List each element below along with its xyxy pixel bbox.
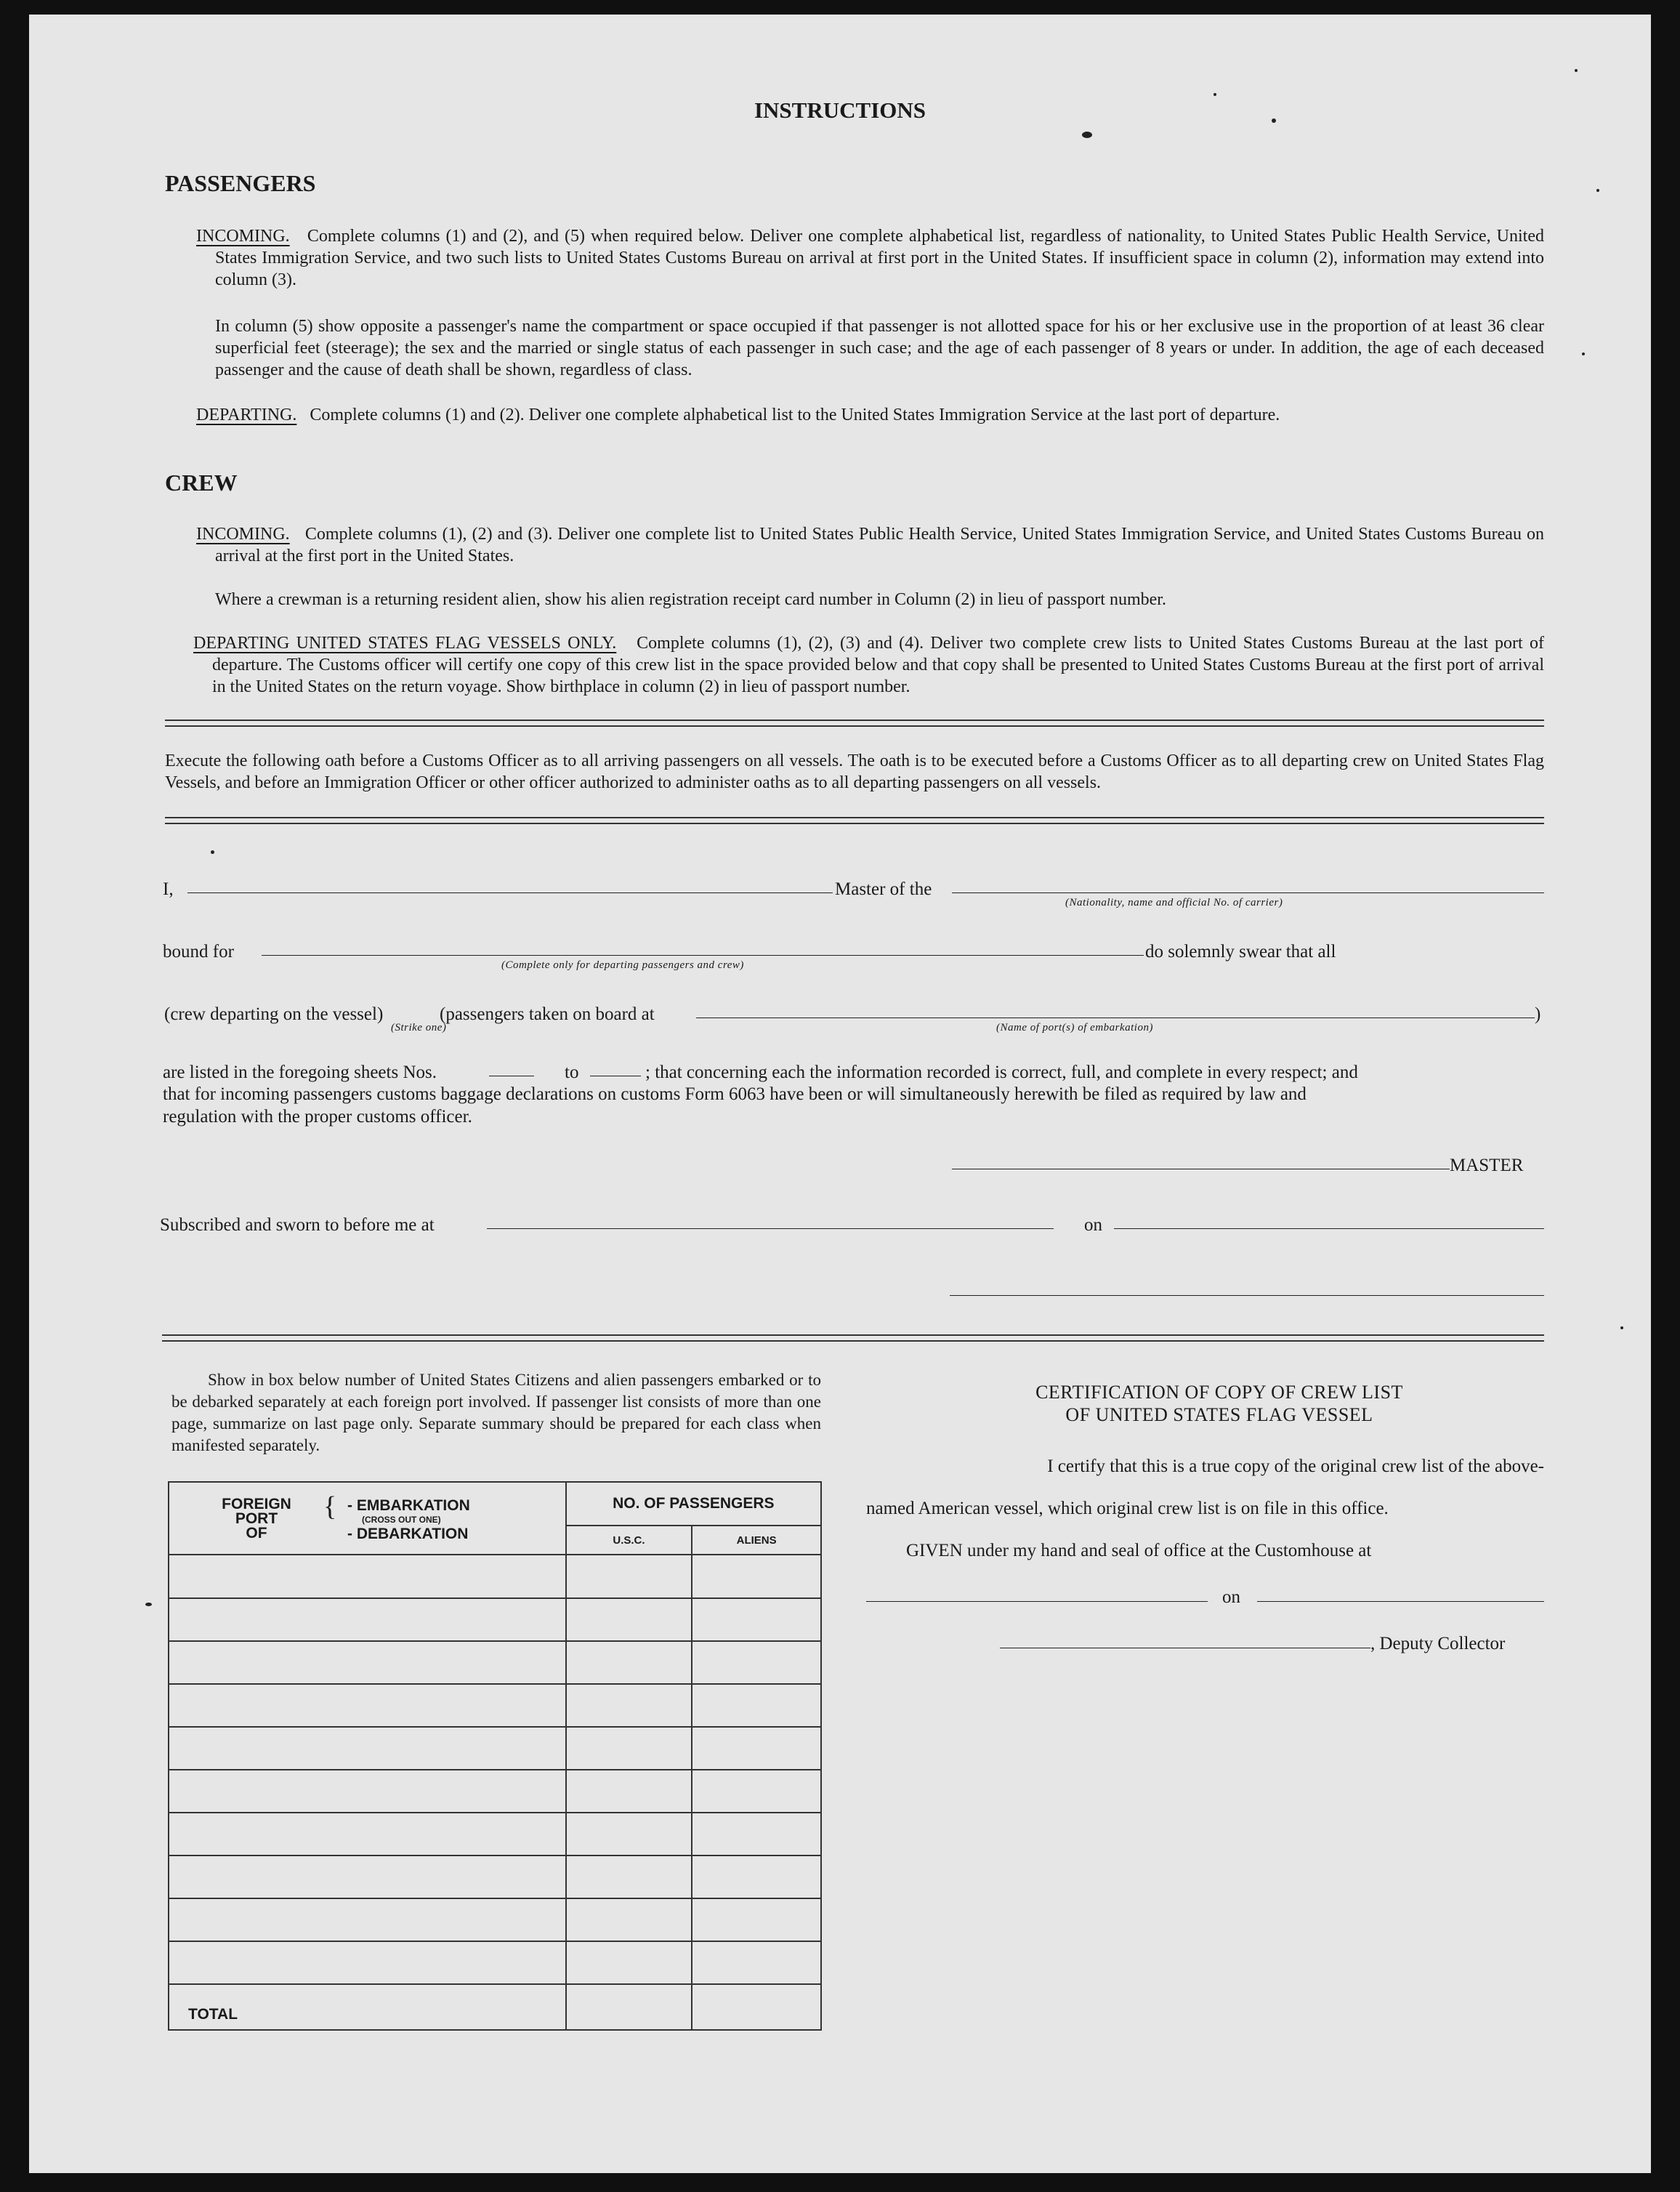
embarkation-header[interactable]: - EMBARKATION [347, 1497, 470, 1514]
port-cell[interactable] [169, 1598, 566, 1641]
scan-speck [1213, 93, 1216, 96]
passengers-column5-paragraph: In column (5) show opposite a passenger's name the compartment or space occupied if that passenger is not allotted space for his or her exclusive use in the proportion of at least 36 clear superficial feet (steerage); the sex and the married or single status of each passenger in such case; and the age of each passenger of 8 years or under. In addition, the age of each deceased passenger and the cause of death shall be shown, regardless of class. [215, 317, 1544, 379]
master-label: MASTER [1450, 1156, 1524, 1175]
scan-speck [1596, 189, 1599, 192]
certification-heading-line2: OF UNITED STATES FLAG VESSEL [1065, 1404, 1373, 1425]
crew-incoming-paragraph [196, 523, 1544, 567]
customhouse-field[interactable] [866, 1601, 1208, 1602]
aliens-header: ALIENS [692, 1526, 821, 1555]
port-cell[interactable] [169, 1641, 566, 1684]
table-row [169, 1727, 821, 1770]
passengers-departing-text: Complete columns (1) and (2). Deliver one complete alphabetical list to the United States Immigration Service at the last port of departure. [310, 406, 1280, 424]
passengers-incoming-label: INCOMING. [196, 227, 290, 246]
header-port: PORT [235, 1510, 278, 1527]
passengers-incoming-text: Complete columns (1) and (2), and (5) when required below. Deliver one complete alphabetical list, regardless of nationality, to United States Public Health Service, United States Immigration Service, and two such lists to United States Customs Bureau on arrival at first port in the United States. If insufficient space in column (2), information may extend into column (3). [215, 227, 1544, 289]
table-row [169, 1598, 821, 1641]
given-under-hand: GIVEN under my hand and seal of office at the Customhouse at [906, 1541, 1372, 1560]
usc-cell[interactable] [566, 1641, 692, 1684]
header-foreign: FOREIGN [222, 1496, 291, 1512]
certify-line2: named American vessel, which original crew list is on file in this office. [866, 1499, 1389, 1518]
certification-heading [894, 1381, 1544, 1426]
crew-incoming-text: Complete columns (1), (2) and (3). Deliver one complete list to United States Public Health Service, United States Immigration Service, and United States Customs Bureau on arrival at the first port in the United States. [215, 525, 1545, 565]
usc-cell[interactable] [566, 1727, 692, 1770]
aliens-cell[interactable] [692, 1813, 821, 1855]
table-row [169, 1855, 821, 1898]
certification-on-label: on [1222, 1587, 1240, 1607]
usc-cell[interactable] [566, 1770, 692, 1813]
passengers-departing-label: DEPARTING. [196, 406, 297, 424]
usc-cell[interactable] [566, 1813, 692, 1855]
ports-summary-table [168, 1481, 822, 2031]
usc-cell[interactable] [566, 1941, 692, 1984]
oath-i-label: I, [163, 879, 174, 899]
header-of: OF [246, 1525, 267, 1542]
listed-correct-text: ; that concerning each the information recorded is correct, full, and complete in every respect; and [645, 1063, 1358, 1082]
aliens-cell[interactable] [692, 1770, 821, 1813]
oath-instructions: Execute the following oath before a Customs Officer as to all arriving passengers on all vessels. The oath is to be executed before a Customs Officer as to all departing crew on United States Flag Vessels, and before an Immigration Officer or other officer authorized to administer oaths as to all departing passengers on all vessels. [165, 752, 1544, 792]
table-row [169, 1813, 821, 1855]
passengers-departing-paragraph [196, 404, 1544, 426]
no-of-passengers-header: NO. OF PASSENGERS [566, 1482, 821, 1526]
usc-cell[interactable] [566, 1555, 692, 1598]
embarkation-caption: (Name of port(s) of embarkation) [996, 1022, 1153, 1033]
total-label: TOTAL [169, 1984, 566, 2030]
bound-for-field[interactable] [262, 955, 1144, 956]
double-rule [165, 720, 1544, 727]
table-row [169, 1555, 821, 1598]
scan-speck [1582, 352, 1585, 355]
close-paren: ) [1535, 1004, 1541, 1024]
scan-speck [1575, 69, 1578, 72]
bound-for-caption: (Complete only for departing passengers and crew) [501, 959, 744, 971]
swear-label: do solemnly swear that all [1145, 942, 1336, 962]
double-rule [162, 1334, 1544, 1342]
scan-speck [1082, 132, 1092, 138]
aliens-cell[interactable] [692, 1855, 821, 1898]
to-label: to [565, 1063, 579, 1082]
master-name-field[interactable] [187, 892, 833, 893]
crew-incoming-label: INCOMING. [196, 525, 290, 544]
port-header-cell [169, 1482, 566, 1555]
aliens-cell[interactable] [692, 1684, 821, 1727]
bound-for-label: bound for [163, 942, 234, 962]
port-cell[interactable] [169, 1727, 566, 1770]
certification-date-field[interactable] [1257, 1601, 1544, 1602]
table-row [169, 1684, 821, 1727]
crew-departing-label: DEPARTING UNITED STATES FLAG VESSELS ONLY. [193, 634, 617, 653]
total-aliens-cell[interactable] [692, 1984, 821, 2030]
table-row [169, 1898, 821, 1941]
total-usc-cell[interactable] [566, 1984, 692, 2030]
passengers-incoming-paragraph [196, 225, 1544, 291]
carrier-caption: (Nationality, name and official No. of carrier) [1065, 897, 1283, 908]
total-row [169, 1984, 821, 2030]
sworn-on-label: on [1084, 1215, 1102, 1235]
port-cell[interactable] [169, 1941, 566, 1984]
summary-instructions: Show in box below number of United States Citizens and alien passengers embarked or to be debarked separately at each foreign port involved. If passenger list consists of more than one page, summarize on last page only. Separate summary should be prepared for each class when manifested separately. [171, 1371, 821, 1454]
foreign-port-of-header [198, 1497, 315, 1541]
port-cell[interactable] [169, 1855, 566, 1898]
usc-cell[interactable] [566, 1855, 692, 1898]
port-cell[interactable] [169, 1684, 566, 1727]
usc-cell[interactable] [566, 1598, 692, 1641]
crew-returning-paragraph: Where a crewman is a returning resident alien, show his alien registration receipt card number in Column (2) in lieu of passport number. [215, 590, 1166, 609]
passengers-heading: PASSENGERS [165, 170, 316, 196]
baggage-declaration-text: that for incoming passengers customs baggage declarations on customs Form 6063 have been or will simultaneously herewith be filed as required by law and [163, 1084, 1307, 1104]
aliens-cell[interactable] [692, 1598, 821, 1641]
aliens-cell[interactable] [692, 1898, 821, 1941]
port-cell[interactable] [169, 1813, 566, 1855]
debarkation-header[interactable]: - DEBARKATION [347, 1526, 469, 1542]
aliens-cell[interactable] [692, 1641, 821, 1684]
brace-glyph: { [323, 1491, 337, 1522]
passengers-taken-option[interactable]: (passengers taken on board at [440, 1004, 655, 1024]
port-cell[interactable] [169, 1898, 566, 1941]
form-sheet [29, 15, 1651, 2173]
sworn-at-field[interactable] [487, 1228, 1054, 1229]
table-row [169, 1641, 821, 1684]
carrier-field[interactable] [952, 892, 1544, 893]
port-cell[interactable] [169, 1770, 566, 1813]
certification-heading-line1: CERTIFICATION OF COPY OF CREW LIST [1035, 1382, 1403, 1403]
master-of-the-label: Master of the [835, 879, 932, 899]
aliens-cell[interactable] [692, 1727, 821, 1770]
listed-sheets-label: are listed in the foregoing sheets Nos. [163, 1063, 437, 1082]
deputy-collector-label: , Deputy Collector [1370, 1634, 1506, 1653]
crew-departing-option[interactable]: (crew departing on the vessel) [164, 1004, 384, 1024]
double-rule [165, 817, 1544, 824]
usc-header: U.S.C. [566, 1526, 692, 1555]
port-cell[interactable] [169, 1555, 566, 1598]
scan-speck [145, 1603, 152, 1606]
page-title: INSTRUCTIONS [754, 97, 926, 123]
crew-departing-text: Complete columns (1), (2), (3) and (4). Deliver two complete crew lists to United States Customs Bureau at the last port of departure. The Customs officer will certify one copy of this crew list in the space provided below and that copy shall be presented to United States Customs Bureau at the first port of arrival in the United States on the return voyage. Show birthplace in column (2) in lieu of passport number. [212, 634, 1544, 696]
crew-heading: CREW [165, 470, 238, 496]
usc-cell[interactable] [566, 1898, 692, 1941]
subscribed-label: Subscribed and sworn to before me at [160, 1215, 435, 1235]
aliens-cell[interactable] [692, 1555, 821, 1598]
regulation-text: regulation with the proper customs officer. [163, 1107, 472, 1127]
usc-cell[interactable] [566, 1684, 692, 1727]
crew-departing-paragraph [193, 632, 1544, 698]
aliens-cell[interactable] [692, 1941, 821, 1984]
table-row [169, 1770, 821, 1813]
certify-line1: I certify that this is a true copy of the original crew list of the above- [1047, 1456, 1544, 1476]
table-row [169, 1941, 821, 1984]
sworn-date-field[interactable] [1114, 1228, 1544, 1229]
scan-speck [211, 850, 214, 854]
strike-one-caption: (Strike one) [391, 1022, 447, 1033]
scan-speck [1620, 1326, 1623, 1329]
cross-out-one-note: (CROSS OUT ONE) [362, 1515, 441, 1525]
officer-signature-field[interactable] [950, 1295, 1544, 1296]
